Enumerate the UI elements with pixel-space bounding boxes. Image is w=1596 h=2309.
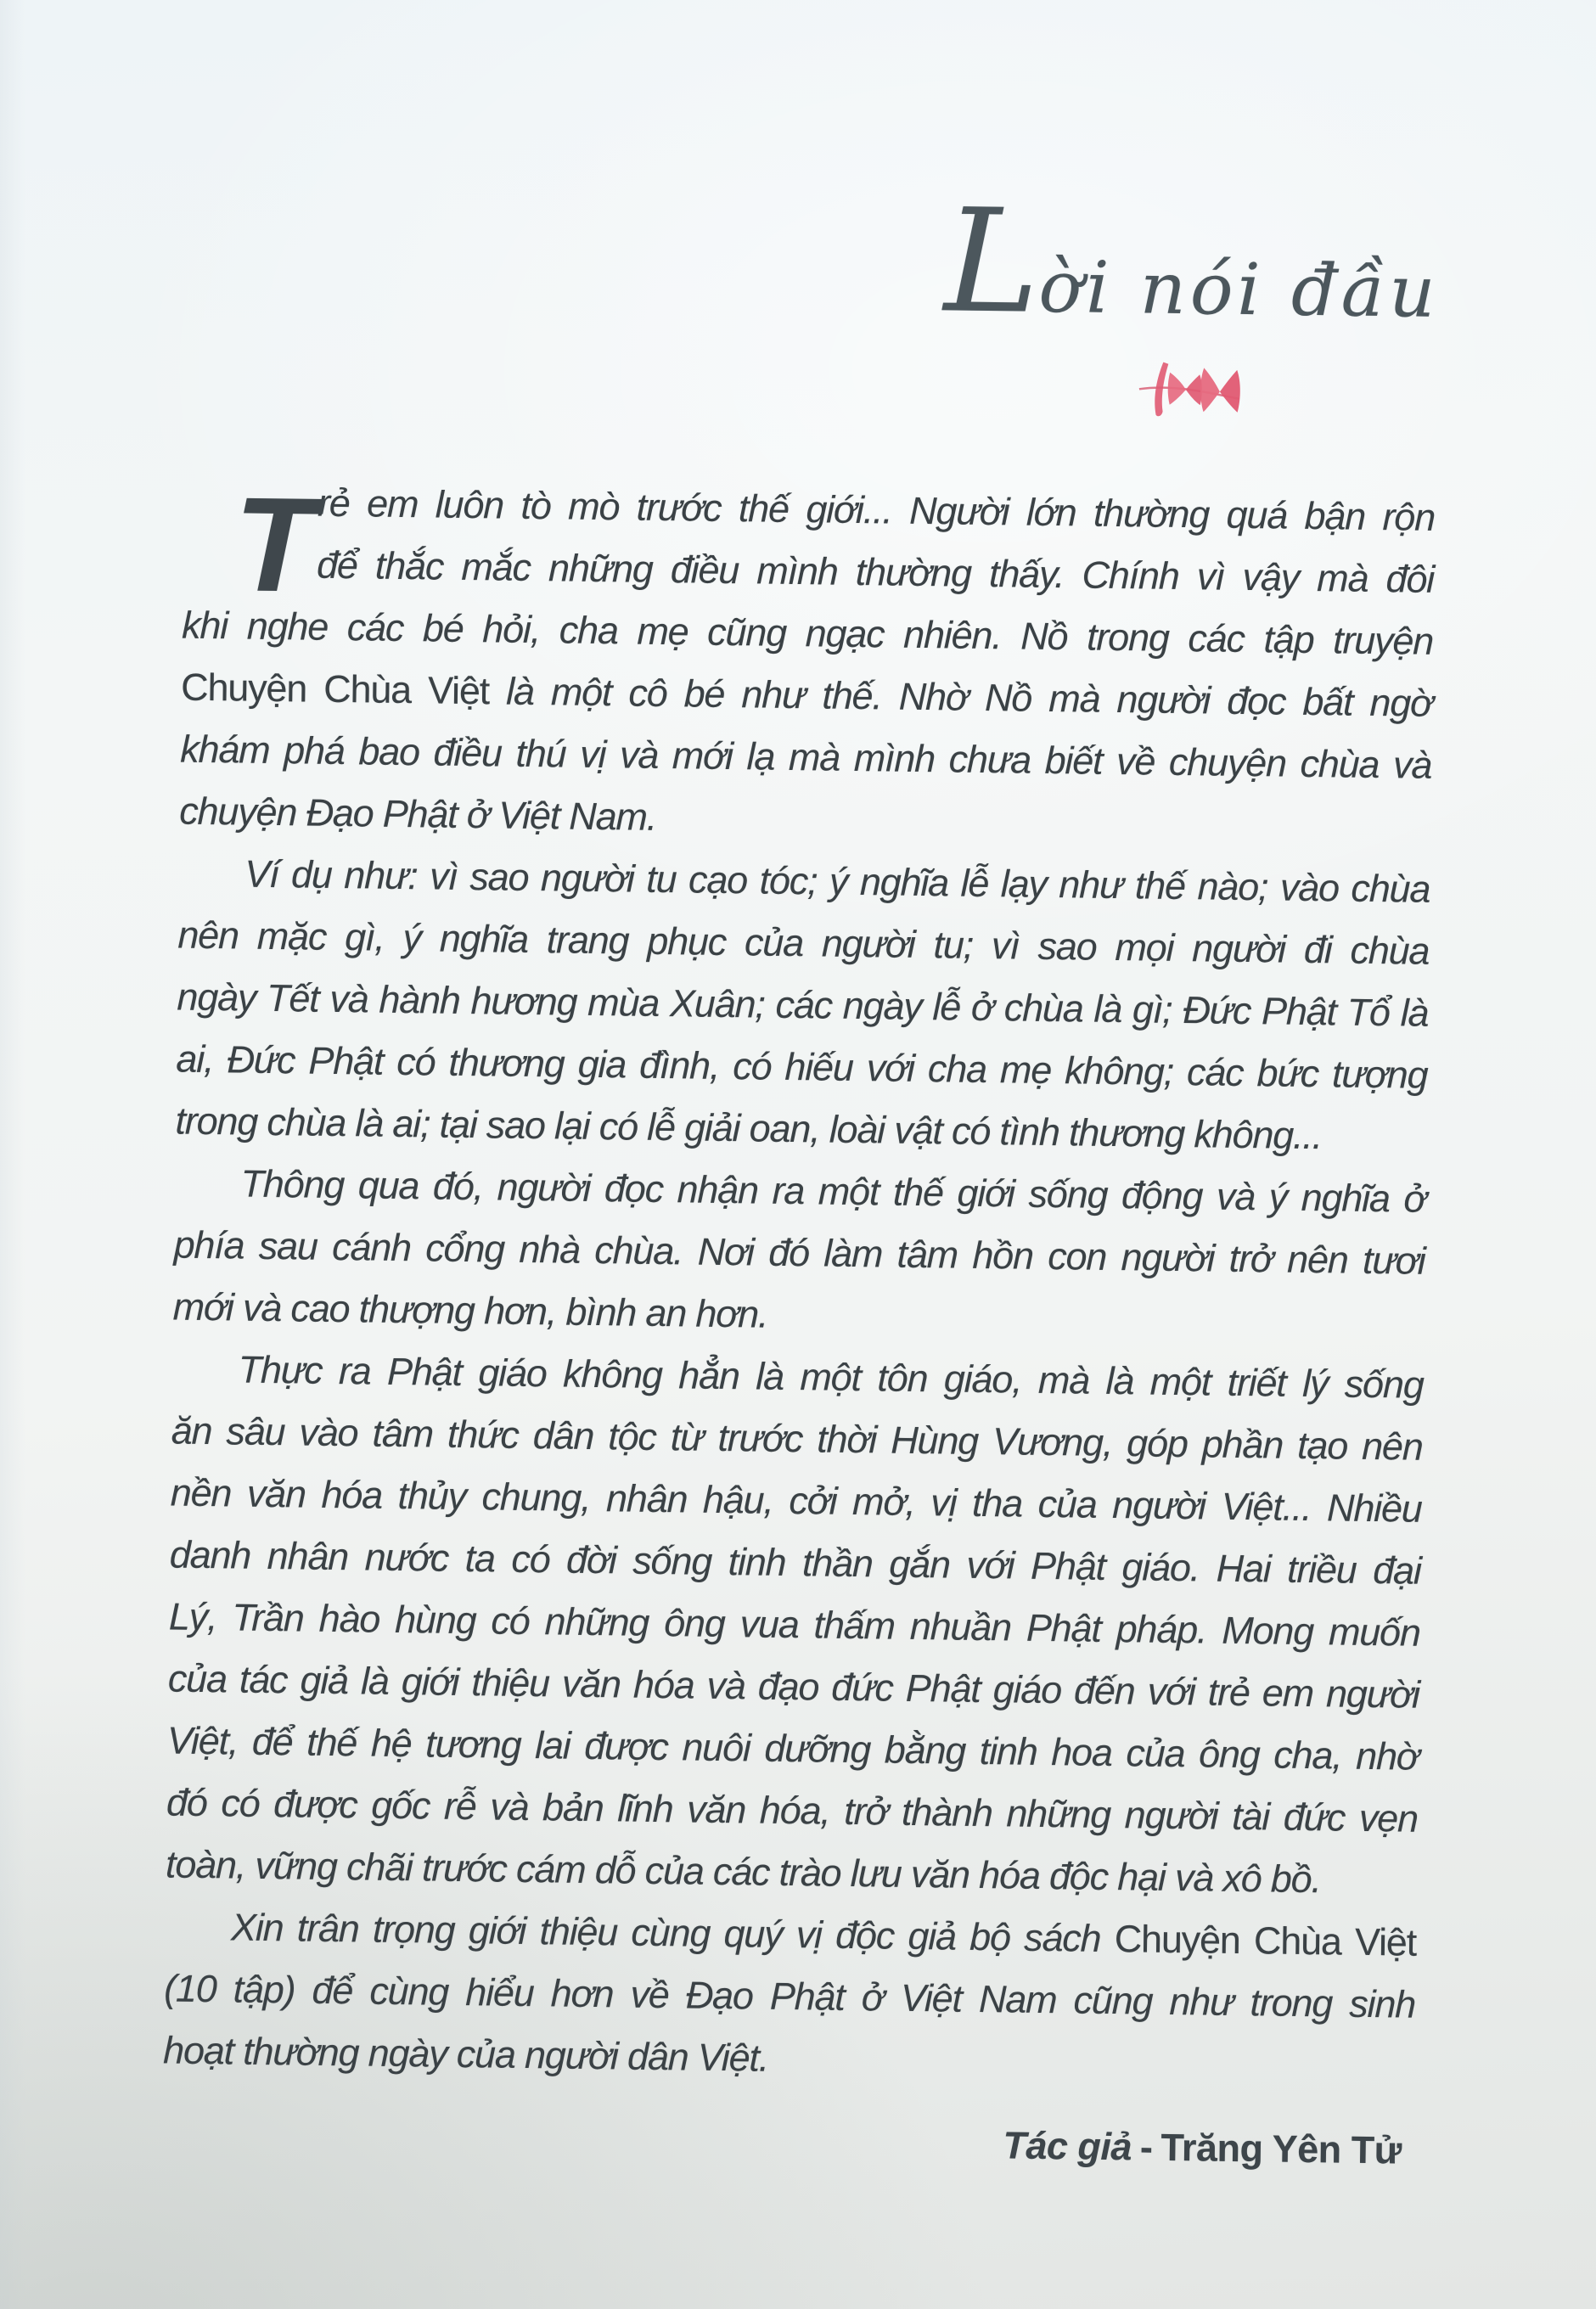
text-segment: phía sau cánh cổng nhà chùa. Nơi đó làm tâm hồn con người trở nên tươi [173,1222,1425,1283]
text-segment: danh nhân nước ta có đời sống tinh thần gắn với Phật giáo. Hai triều đại [169,1532,1422,1593]
author-label: Tác giả [1003,2123,1132,2169]
paragraph [166,1338,1424,1912]
text-segment: khám phá bao điều thú vị và mới lạ mà mình chưa biết về chuyện chùa và [179,727,1432,787]
text-segment: Việt, để thế hệ tương lai được nuôi dưỡng bằng tinh hoa của ông cha, nhờ [166,1718,1419,1778]
text-segment: mới và cao thượng hơn, bình an hơn. [172,1284,768,1336]
text-segment: ngày Tết và hành hương mùa Xuân; các ngày lễ ở chùa là gì; Đức Phật Tổ là [177,975,1429,1035]
author-name: Trăng Yên Tử [1160,2125,1402,2172]
paragraph [163,1895,1417,2097]
text-segment: rẻ em luôn tò mò trước thế giới... Người lớn thường quá bận rộn [317,480,1436,539]
text-segment: Lý, Trần hào hùng có những ông vua thấm nhuần Phật pháp. Mong muốn [168,1594,1421,1655]
text-segment: Ví dụ như: vì sao người tu cạo tóc; ý nghĩa lễ lạy như thế nào; vào chùa [244,851,1430,911]
paragraph [175,842,1430,1168]
paragraph [179,470,1436,858]
text-segment: ai, Đức Phật có thương gia đình, có hiếu với cha mẹ không; các bức tượng [176,1037,1428,1097]
text-segment: (10 tập) để cùng hiểu hơn về Đạo Phật ở Việt Nam cũng như trong sinh [163,1966,1416,2026]
signature-separator: - [1139,2125,1153,2169]
book-series-name: Chuyện Chùa Việt [180,665,490,713]
book-series-name: Chuyện Chùa Việt [1114,1917,1417,1964]
text-segment: Thực ra Phật giáo không hẳn là một tôn giáo, mà là một triết lý sống [238,1347,1424,1407]
text-segment: chuyện Đạo Phật ở Việt Nam. [179,789,657,839]
text-segment: nên mặc gì, ý nghĩa trang phục của người tu; vì sao mọi người đi chùa [177,913,1430,973]
text-segment: Thông qua đó, người đọc nhận ra một thế giới sống động và ý nghĩa ở [240,1161,1426,1221]
signature-line [161,2103,1413,2181]
preface-body [161,470,1435,2182]
text-segment: là một cô bé như thế. Nhờ Nồ mà người đọc bất ngờ [488,669,1433,725]
text-segment: trong chùa là ai; tại sao lại có lễ giải oan, loài vật có tình thương không... [175,1098,1323,1158]
page-title: Lời nói đầu [943,177,1441,346]
text-segment: nền văn hóa thủy chung, nhân hậu, cởi mở, vị tha của người Việt... Nhiều [170,1470,1423,1531]
text-segment: khi nghe các bé hỏi, cha mẹ cũng ngạc nhiên. Nồ trong các tập truyện [181,603,1434,663]
text-segment: toàn, vững chãi trước cám dỗ của các trào lưu văn hóa độc hại và xô bồ. [165,1842,1322,1902]
paragraph [172,1152,1426,1354]
text-segment: của tác giả là giới thiệu văn hóa và đạo đức Phật giáo đến với trẻ em người [167,1656,1420,1716]
drop-cap: T [233,469,318,621]
text-segment: để thắc mắc những điều mình thường thấy. Chính vì vậy mà đôi [316,542,1435,601]
text-segment: đó có được gốc rễ và bản lĩnh văn hóa, trở thành những người tài đức vẹn [166,1780,1419,1840]
dragonfly-brush-ornament-icon [1137,357,1241,423]
text-segment: Xin trân trọng giới thiệu cùng quý vị độc giả bộ sách [230,1905,1116,1961]
text-segment: ăn sâu vào tâm thức dân tộc từ trước thời Hùng Vương, góp phần tạo nên [171,1408,1423,1469]
paragraphs-container [163,470,1436,2098]
text-segment: hoạt thường ngày của người dân Việt. [162,2028,769,2080]
